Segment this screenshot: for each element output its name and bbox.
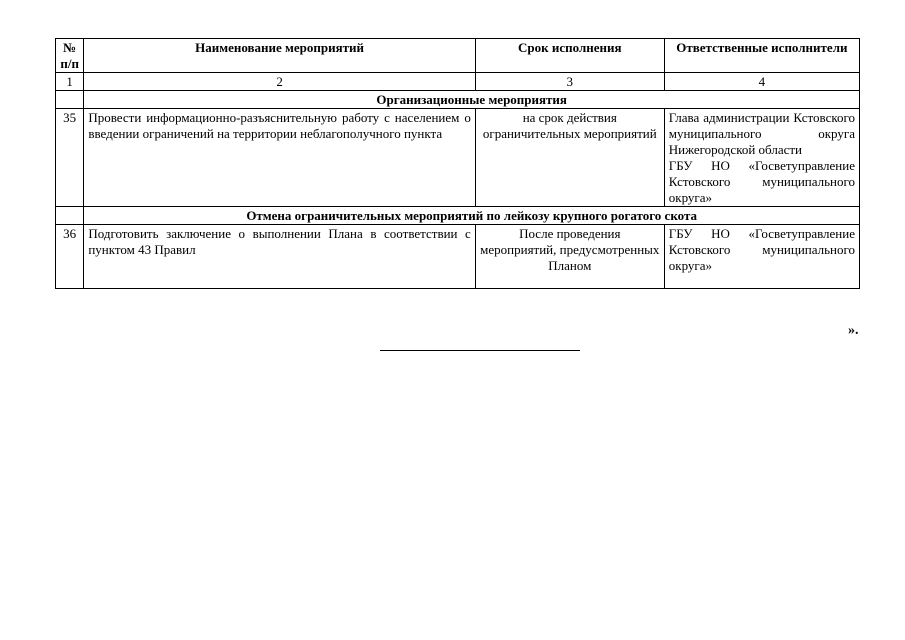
section-row-cancellation — [56, 207, 860, 225]
row-35-name: Провести информационно-разъяснительную работу с населением о введении ограничений на территории неблагополучного пункта — [84, 109, 476, 207]
plan-table — [55, 38, 860, 289]
header-number: № п/п — [56, 39, 84, 73]
column-number-1: 1 — [56, 73, 84, 91]
section-empty-cell — [56, 207, 84, 225]
section-empty-cell — [56, 91, 84, 109]
column-number-row — [56, 73, 860, 91]
table-header-row — [56, 39, 860, 73]
header-term: Срок исполнения — [475, 39, 664, 73]
header-responsible: Ответственные исполнители — [664, 39, 859, 73]
section-title-organizational: Организационные мероприятия — [84, 91, 860, 109]
column-number-4: 4 — [664, 73, 859, 91]
row-36-term: После проведения мероприятий, предусмотренных Планом — [475, 225, 664, 289]
row-35-number: 35 — [56, 109, 84, 207]
section-row-organizational — [56, 91, 860, 109]
row-35-responsible — [664, 109, 859, 207]
header-name: Наименование мероприятий — [84, 39, 476, 73]
table-row-36 — [56, 225, 860, 289]
row-35-term: на срок действия ограничительных мероприятий — [475, 109, 664, 207]
table-row-35 — [56, 109, 860, 207]
row-35-responsible-1: Глава администрации Кстовского муниципального округа Нижегородской области — [668, 110, 855, 157]
closing-quote-mark: ». — [848, 323, 859, 338]
row-36-name: Подготовить заключение о выполнении Плана в соответствии с пунктом 43 Правил — [84, 225, 476, 289]
row-36-responsible: ГБУ НО «Госветуправление Кстовского муниципального округа» — [664, 225, 859, 289]
column-number-2: 2 — [84, 73, 476, 91]
row-36-number: 36 — [56, 225, 84, 289]
column-number-3: 3 — [475, 73, 664, 91]
row-35-responsible-2: ГБУ НО «Госветуправление Кстовского муниципального округа» — [668, 158, 855, 205]
section-title-cancellation: Отмена ограничительных мероприятий по лейкозу крупного рогатого скота — [84, 207, 860, 225]
separator-line — [380, 350, 580, 351]
